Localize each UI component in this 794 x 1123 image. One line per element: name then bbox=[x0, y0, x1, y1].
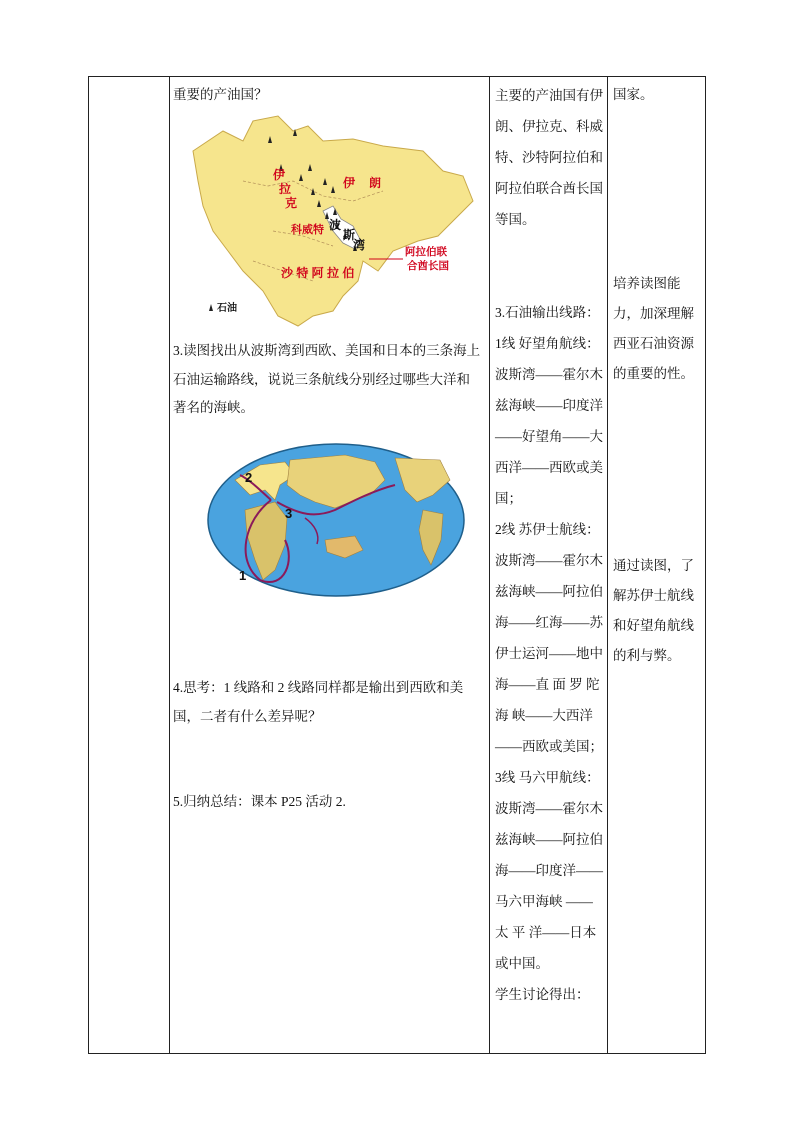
intent-bottom: 通过读图，了解苏伊士航线和好望角航线的利与弊。 bbox=[613, 558, 694, 663]
intent-mid: 培养读图能力，加深理解西亚石油资源的重要的性。 bbox=[613, 276, 694, 381]
scale-bar bbox=[290, 600, 380, 608]
route-1-number: 1 bbox=[239, 568, 247, 583]
map-label-uae-2: 合酋长国 bbox=[407, 260, 449, 272]
route-3-number: 3 bbox=[285, 506, 293, 521]
map-label-iraq-3: 克 bbox=[285, 196, 298, 210]
map-label-saudi: 沙 特 阿 拉 伯 bbox=[281, 266, 355, 280]
student-activity-text: 主要的产油国有伊朗、伊拉克、科威特、沙特阿拉伯和阿拉伯联合酋长国等国。 3.石油输出线路： 1线 好望角航线：波斯湾——霍尔木兹海峡——印度洋——好望角——大西洋——西欧或美国； 2线 苏伊士航线：波斯湾——霍尔木兹海峡——阿拉伯海——红海——苏伊士运河——地中海——直 面 罗 陀 海 峡——大西洋——西欧或美国； 3线 马六甲航线：波斯湾——霍尔木兹海峡——阿拉伯海——印度洋——马六甲海峡 ——太 平 洋——日本或中国。 学生讨论得出： bbox=[495, 88, 603, 1002]
design-intent-cell bbox=[607, 77, 707, 1053]
map-label-iraq-2: 拉 bbox=[279, 182, 292, 196]
intent-top: 国家。 bbox=[613, 87, 654, 102]
map-label-iraq-1: 伊 bbox=[273, 168, 286, 182]
question-3: 3.读图找出从波斯湾到西欧、美国和日本的三条海上石油运输路线，说说三条航线分别经过哪些大洋和著名的海峡。 bbox=[173, 343, 481, 415]
activity-cell bbox=[169, 77, 489, 1053]
map-label-gulf-2: 斯 bbox=[343, 228, 356, 242]
question-4: 4.思考：1 线路和 2 线路同样都是输出到西欧和美国，二者有什么差异呢？ bbox=[173, 680, 464, 724]
route-2-number: 2 bbox=[245, 470, 253, 485]
questions-4-5 bbox=[173, 617, 483, 874]
map-label-iran-1: 伊 bbox=[343, 176, 356, 190]
question-continuation: 重要的产油国？ bbox=[173, 87, 268, 102]
lesson-table bbox=[88, 76, 706, 1054]
map-label-iran-2: 朗 bbox=[369, 176, 382, 190]
middle-east-oil-map bbox=[183, 111, 478, 331]
map-label-kuwait: 科威特 bbox=[291, 224, 324, 236]
student-activity-cell bbox=[489, 77, 607, 1053]
map-label-uae-1: 阿拉伯联 bbox=[405, 246, 447, 258]
map-label-gulf-3: 湾 bbox=[353, 238, 366, 252]
world-oil-routes-map bbox=[205, 440, 467, 615]
question-5: 5.归纳总结：课本 P25 活动 2. bbox=[173, 794, 346, 809]
section-cell bbox=[89, 77, 169, 1053]
map-label-gulf-1: 波 bbox=[329, 218, 342, 232]
legend-oil-label: 石油 bbox=[217, 303, 237, 314]
